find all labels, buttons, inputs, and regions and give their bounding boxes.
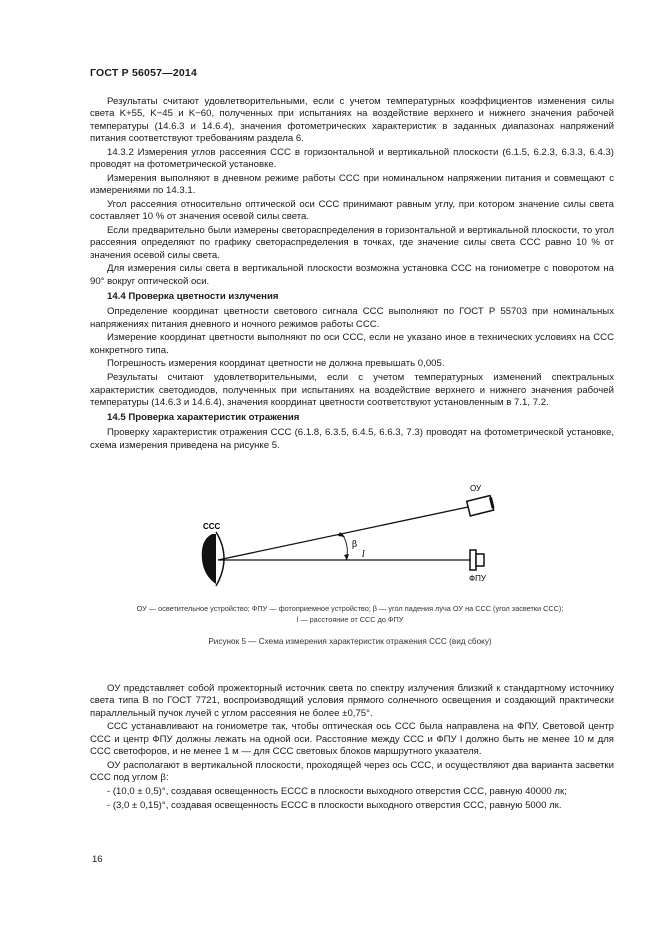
paragraph: ОУ представляет собой прожекторный источник света по спектру излучения близкий к стандартному источнику света типа В по ГОСТ 7721, воспроизводящий условия прямого солнечного освещения и создающий практически параллельный пучок лучей с углом рассеяния не более ±0,75°. — [90, 683, 614, 719]
legend-line: ОУ — осветительное устройство; ФПУ — фотоприемное устройство; β — угол падения луча ОУ на ССС (угол засветки ССС); — [136, 604, 564, 613]
figure-legend — [62, 603, 638, 625]
paragraph: Погрешность измерения координат цветности не должна превышать 0,005. — [107, 358, 445, 370]
paragraph: Для измерения силы света в вертикальной плоскости возможна установка ССС на гониометре с поворотом на 90° вокруг оптической оси. — [90, 263, 614, 287]
ou-device-shape — [467, 496, 494, 516]
label-fpu: ФПУ — [469, 574, 486, 583]
legend-line: l — расстояние от ССС до ФПУ — [296, 615, 404, 624]
page-number: 16 — [92, 854, 103, 865]
paragraph: Определение координат цветности светового сигнала ССС выполняют по ГОСТ Р 55703 при номинальных напряжениях питания дневного и ночного режимов работы ССС. — [90, 306, 614, 330]
figure-caption: Рисунок 5 — Схема измерения характеристик отражения ССС (вид сбоку) — [208, 637, 492, 646]
label-ou: ОУ — [470, 484, 482, 493]
paragraph: 14.3.2 Измерения углов рассеяния ССС в горизонтальной и вертикальной плоскости (6.1.5, 6.2.3, 6.3.3, 6.4.3) проводят на фотометрической установке. — [90, 146, 614, 170]
section-14-3-text — [90, 96, 614, 454]
paragraph: Если предварительно были измерены светораспределения в горизонтальной и вертикальной плоскости, то угол рассеяния определяют по графику светораспределения в точках, где значение силы света ССС равно 10 % от значения осевой силы света. — [90, 224, 614, 261]
paragraph: Измерения выполняют в дневном режиме работы ССС при номинальном напряжении питания и совмещают с измерениями по 14.3.1. — [90, 172, 614, 197]
measurement-diagram — [90, 478, 614, 583]
paragraph: ОУ располагают в вертикальной плоскости, проходящей через ось ССС, и осуществляют два варианта засветки ССС под углом β: — [90, 759, 614, 784]
ray-ou-to-ccc — [218, 507, 468, 560]
paragraph: Результаты считают удовлетворительными, если с учетом температурных изменений спектральных характеристик светодиодов, полученных при испытаниях на воздействие верхнего и нижнего значения рабочей температуры (14.6.3 и 14.6.4), значения координат цветности соответствуют установленным в 7.1, 7.2. — [90, 372, 614, 408]
paragraph: Угол рассеяния относительно оптической оси ССС принимают равным углу, при котором значение силы света составляет 10 % от значения осевой силы света. — [90, 198, 614, 223]
paragraph: - (10,0 ± 0,5)°, создавая освещенность ECCC в плоскости выходного отверстия ССС, равную 40000 лк; — [107, 785, 567, 797]
arrow-head — [344, 554, 349, 560]
paragraph: Результаты считают удовлетворительными, если с учетом температурных коэффициентов изменения силы света K+55, K−45 и K−60, полученных при испытаниях на воздействие верхнего и нижнего значения рабочей температуры (14.6.3 и 14.6.4), значения фотометрических характеристик в заданных диапазонах напряжений питания соответствуют требованиям раздела 6. — [90, 96, 614, 144]
label-ccc: ССС — [203, 522, 221, 531]
document-header: ГОСТ Р 56057—2014 — [90, 67, 198, 79]
paragraph: Проверку характеристик отражения ССС (6.1.8, 6.3.5, 6.4.5, 6.6.3, 7.3) проводят на фотометрической установке, схема измерения приведена на рисунке 5. — [90, 427, 614, 451]
paragraph: ССС устанавливают на гониометре так, чтобы оптическая ось ССС была направлена на ФПУ. Световой центр ССС и центр ФПУ должны лежать на одной оси. Расстояние между ССС и ФПУ l должно быть не менее 10 м для ССС светофоров, и не менее 1 м — для ССС световых блоков маршрутного указателя. — [90, 721, 614, 757]
section-heading-14-4: 14.4 Проверка цветности излучения — [107, 290, 279, 302]
paragraph: - (3,0 ± 0,15)°, создавая освещенность ECCC в плоскости выходного отверстия ССС, равную 5000 лк. — [107, 799, 562, 811]
ccc-device-shape — [202, 534, 216, 584]
section-14-5-text — [90, 683, 614, 813]
fpu-device-shape — [470, 550, 476, 570]
label-distance-l: l — [362, 550, 365, 560]
paragraph: Измерение координат цветности выполняют по оси ССС, если не указано иное в технических условиях на ССС конкретного типа. — [90, 332, 614, 356]
label-beta: β — [352, 540, 358, 550]
section-heading-14-5: 14.5 Проверка характеристик отражения — [107, 412, 300, 424]
